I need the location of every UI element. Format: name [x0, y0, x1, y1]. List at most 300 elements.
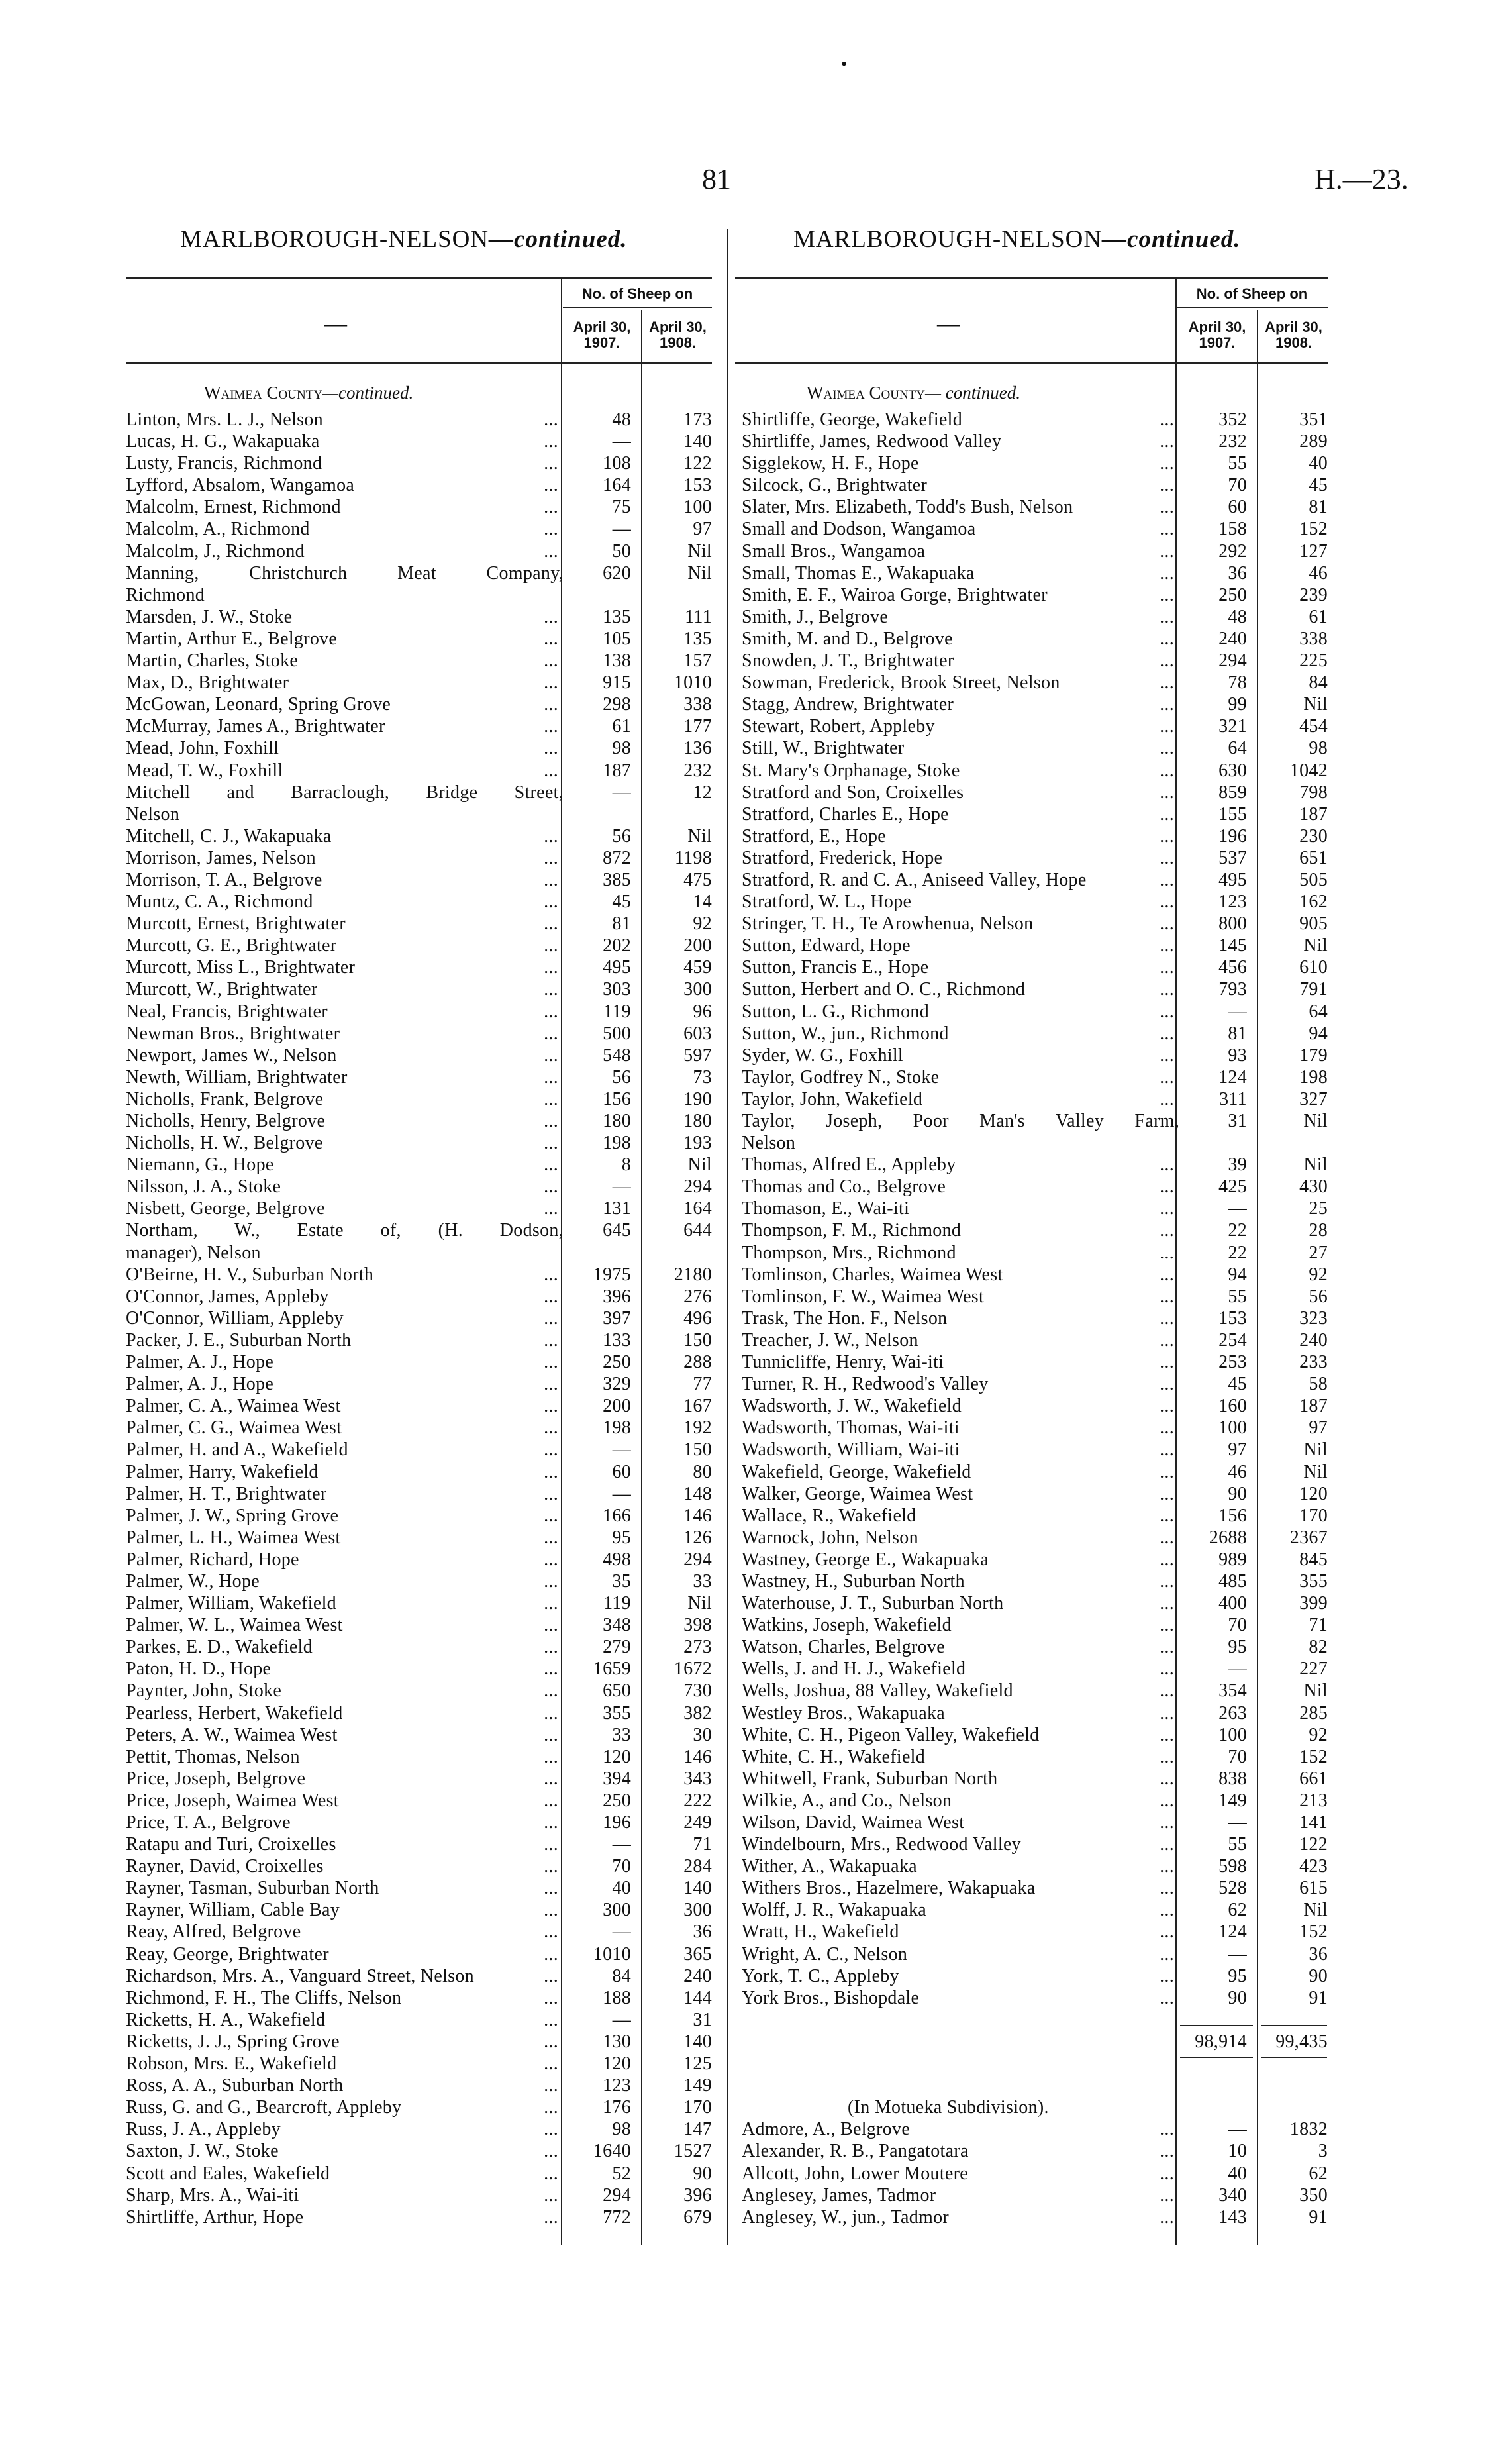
- sheep-count-1908: 71: [1309, 1615, 1328, 1636]
- table-row: [126, 2075, 715, 2096]
- sheep-count-1907: 164: [603, 475, 631, 496]
- leader-dots: [342, 1417, 564, 1439]
- entry-name: Lucas, H. G., Wakapuaka: [126, 431, 320, 452]
- sheep-count-1907: 153: [1218, 1308, 1247, 1329]
- leader-dots: [1021, 1833, 1179, 1855]
- leader-dots: [273, 1351, 564, 1373]
- sheep-count-1908: 92: [693, 913, 712, 935]
- entry-name: McGowan, Leonard, Spring Grove: [126, 694, 391, 715]
- leader-dots: [401, 1987, 564, 2009]
- sheep-count-1908: 505: [1299, 869, 1328, 890]
- table-row: [742, 956, 1331, 978]
- sheep-count-1907: 156: [1218, 1505, 1247, 1526]
- leader-dots: [299, 2184, 564, 2206]
- table-row: [742, 1329, 1331, 1351]
- leader-dots: [341, 1527, 564, 1549]
- entry-name: Nicholls, Henry, Belgrove: [126, 1111, 326, 1131]
- sheep-count-1908: 365: [683, 1943, 712, 1965]
- sheep-count-1907: 50: [612, 540, 631, 562]
- sheep-count-1908: 233: [1299, 1352, 1328, 1373]
- table-row: [742, 1680, 1331, 1702]
- sheep-count-1907: 62: [1228, 1900, 1247, 1921]
- table-row: [126, 1965, 715, 1987]
- leader-dots: [984, 1286, 1179, 1308]
- leader-dots: [939, 1066, 1179, 1088]
- table-row: [126, 913, 715, 935]
- entry-name: Smith, J., Belgrove: [742, 606, 889, 627]
- leader-dots: [401, 2096, 564, 2118]
- leader-dots: [1073, 496, 1179, 518]
- table-row: [126, 2009, 715, 2031]
- table-row: [126, 2031, 715, 2053]
- sheep-count-1908: 152: [1299, 1922, 1328, 1943]
- entry-name: Wratt, H., Wakefield: [742, 1922, 899, 1943]
- leader-dots: [960, 1439, 1179, 1461]
- table-row: [126, 452, 715, 474]
- sheep-count-1907: —: [612, 431, 631, 452]
- sheep-count-1908: Nil: [687, 1593, 712, 1614]
- table-row: [742, 737, 1331, 759]
- entry-name: Taylor, Joseph, Poor Man's Valley Farm,: [742, 1111, 1179, 1131]
- sheep-count-1907: 1640: [593, 2141, 631, 2162]
- leader-dots: [313, 891, 564, 913]
- table-row: [742, 782, 1331, 803]
- sheep-count-1908: 64: [1309, 1001, 1328, 1022]
- sheep-count-1907: —: [1228, 1198, 1247, 1219]
- entry-name: Sutton, Herbert and O. C., Richmond: [742, 979, 1026, 1000]
- sheep-count-1907: 915: [603, 672, 631, 693]
- entry-name: Small Bros., Wangamoa: [742, 540, 926, 562]
- sheep-count-1907: 253: [1218, 1352, 1247, 1373]
- sheep-count-1908: 423: [1299, 1856, 1328, 1877]
- leader-dots: [942, 847, 1179, 869]
- sheep-count-1908: 192: [683, 1417, 712, 1439]
- entry-name: Palmer, A. J., Hope: [126, 1352, 274, 1373]
- table-row: [742, 1219, 1331, 1241]
- sheep-count-1908: 644: [683, 1220, 712, 1241]
- leader-dots: [997, 1768, 1179, 1790]
- column-group-header: No. of Sheep on: [581, 285, 693, 302]
- section-heading: Waimea County—continued.: [204, 383, 414, 403]
- entry-name: Stratford and Son, Croixelles: [742, 782, 964, 803]
- sheep-count-1908: Nil: [1303, 935, 1328, 956]
- sheep-count-1907: 303: [603, 979, 631, 1000]
- table-row: [126, 1614, 715, 1636]
- sheep-count-1907: 10: [1228, 2141, 1247, 2162]
- sheep-count-1907: —: [612, 1176, 631, 1198]
- leader-dots: [332, 825, 564, 847]
- table-row: [742, 1505, 1331, 1527]
- entry-name: White, C. H., Pigeon Valley, Wakefield: [742, 1724, 1040, 1745]
- entry-name: Thomas, Alfred E., Appleby: [742, 1155, 956, 1176]
- sheep-count-1908: 273: [683, 1637, 712, 1658]
- leader-dots: [953, 628, 1179, 650]
- table-row: [126, 672, 715, 693]
- entry-name-continued: Nelson: [126, 803, 180, 825]
- leader-dots: [340, 1023, 564, 1045]
- sheep-count-1908: 1527: [673, 2141, 712, 2162]
- leader-dots: [1013, 1680, 1179, 1702]
- entry-name: Sutton, L. G., Richmond: [742, 1001, 930, 1022]
- entry-name: Malcolm, Ernest, Richmond: [126, 497, 341, 518]
- leader-dots: [910, 2118, 1179, 2140]
- sheep-count-1908: 167: [683, 1396, 712, 1417]
- entry-name: Palmer, C. G., Waimea West: [126, 1417, 342, 1439]
- subsection-title: (In Motueka Subdivision).: [848, 2097, 1049, 2118]
- sheep-count-1907: 352: [1218, 409, 1247, 430]
- sheep-count-1907: 872: [603, 847, 631, 868]
- entry-name: Palmer, A. J., Hope: [126, 1374, 274, 1395]
- entry-name: York Bros., Bishopdale: [742, 1987, 920, 2008]
- leader-dots: [952, 1614, 1179, 1636]
- table-row: [742, 1768, 1331, 1790]
- sheep-count-1907: 95: [612, 1527, 631, 1548]
- sheep-count-1907: 130: [603, 2031, 631, 2052]
- entry-name: St. Mary's Orphanage, Stoke: [742, 760, 960, 781]
- entry-name: O'Connor, James, Appleby: [126, 1286, 329, 1307]
- sheep-count-1908: 225: [1299, 650, 1328, 672]
- sheep-count-1908: 3: [1318, 2141, 1328, 2162]
- table-row: [742, 1549, 1331, 1570]
- sheep-count-1907: 311: [1219, 1088, 1247, 1109]
- sheep-count-1907: 292: [1218, 540, 1247, 562]
- table-row: [742, 1790, 1331, 1812]
- sheep-count-1907: 78: [1228, 672, 1247, 693]
- sheep-count-1908: 190: [683, 1088, 712, 1109]
- entry-name: Wilson, David, Waimea West: [742, 1812, 965, 1833]
- sheep-count-1908: Nil: [1303, 694, 1328, 715]
- sheep-count-1907: —: [612, 1439, 631, 1461]
- entry-name: Richardson, Mrs. A., Vanguard Street, Nelson: [126, 1965, 474, 1986]
- leader-dots: [947, 1308, 1179, 1329]
- entry-name: Thompson, Mrs., Richmond: [742, 1242, 956, 1263]
- table-row: [126, 1833, 715, 1855]
- entry-name: Taylor, John, Wakefield: [742, 1088, 923, 1109]
- table-row: [742, 1023, 1331, 1045]
- table-row: [742, 562, 1331, 584]
- column-header-1907: April 30, 1907.: [1188, 319, 1246, 351]
- entry-name: Murcott, Ernest, Brightwater: [126, 913, 346, 935]
- sheep-count-1908: 230: [1299, 825, 1328, 847]
- sheep-count-1908: 276: [683, 1286, 712, 1307]
- sheep-count-1907: 56: [612, 825, 631, 847]
- leader-dots: [319, 1461, 564, 1483]
- sheep-count-1907: 81: [612, 913, 631, 935]
- entry-name: Sutton, Edward, Hope: [742, 935, 911, 956]
- entry-name: Max, D., Brightwater: [126, 672, 289, 693]
- sheep-count-1907: 123: [603, 2075, 631, 2096]
- table-row: [126, 2053, 715, 2075]
- sheep-count-1907: 630: [1218, 760, 1247, 781]
- entry-name: Newth, William, Brightwater: [126, 1066, 348, 1088]
- leader-dots: [960, 760, 1179, 782]
- column-group-header: No. of Sheep on: [1196, 285, 1308, 302]
- entry-name: Peters, A. W., Waimea West: [126, 1724, 338, 1745]
- entry-name: Palmer, William, Wakefield: [126, 1593, 336, 1614]
- sheep-count-1907: —: [1228, 1943, 1247, 1965]
- entry-name: Nisbett, George, Belgrove: [126, 1198, 325, 1219]
- table-row: [742, 1987, 1331, 2009]
- entry-name: Wallace, R., Wakefield: [742, 1505, 916, 1526]
- entry-name: Stratford, Charles E., Hope: [742, 803, 949, 825]
- entry-name: Allcott, John, Lower Moutere: [742, 2163, 968, 2184]
- sheep-count-1908: 80: [693, 1461, 712, 1482]
- sheep-count-1908: 125: [683, 2053, 712, 2075]
- entry-name: Rayner, William, Cable Bay: [126, 1900, 340, 1921]
- table-row: [742, 2118, 1331, 2140]
- sheep-count-1908: 661: [1299, 1768, 1328, 1789]
- table-row: [742, 1614, 1331, 1636]
- entry-name: Palmer, W., Hope: [126, 1570, 260, 1592]
- sheep-count-1907: 124: [1218, 1922, 1247, 1943]
- sheep-count-1907: 254: [1218, 1329, 1247, 1351]
- description-column-header: —: [324, 311, 347, 336]
- sheep-count-1908: 396: [683, 2184, 712, 2206]
- leader-dots: [300, 1746, 564, 1768]
- sheep-count-1907: 772: [603, 2206, 631, 2228]
- sheep-count-1907: 90: [1228, 1483, 1247, 1504]
- sheep-count-1908: 98: [1309, 738, 1328, 759]
- leader-dots: [946, 1176, 1179, 1198]
- sheep-count-1908: 300: [683, 979, 712, 1000]
- sheep-count-1907: 1659: [593, 1659, 631, 1680]
- sheep-count-1908: 162: [1299, 892, 1328, 913]
- sheep-count-1907: 55: [1228, 1286, 1247, 1307]
- sheep-count-1908: Nil: [1303, 1461, 1328, 1482]
- table-row: [126, 1877, 715, 1899]
- leader-dots: [945, 1636, 1179, 1658]
- entry-name: Anglesey, James, Tadmor: [742, 2184, 936, 2206]
- sheep-count-1907: 495: [603, 957, 631, 978]
- heading-suffix: —continued.: [1102, 226, 1241, 253]
- table-row: [742, 1066, 1331, 1088]
- leader-dots: [962, 409, 1179, 431]
- table-row: [742, 1417, 1331, 1439]
- table-row: [126, 1943, 715, 1965]
- entry-name: Wakefield, George, Wakefield: [742, 1461, 971, 1482]
- table-row: [742, 518, 1331, 540]
- leader-dots: [279, 2140, 564, 2162]
- leader-dots: [909, 1198, 1179, 1219]
- sheep-count-1908: 398: [683, 1615, 712, 1636]
- sheep-count-1908: 2180: [673, 1264, 712, 1285]
- sheep-count-1908: 127: [1299, 540, 1328, 562]
- sheep-count-1908: 84: [1309, 672, 1328, 693]
- leader-dots: [969, 2140, 1179, 2162]
- leader-dots: [337, 1045, 564, 1066]
- table-row: [126, 474, 715, 496]
- entry-name: Wolff, J. R., Wakapuaka: [742, 1900, 926, 1921]
- entry-name: Pearless, Herbert, Wakefield: [126, 1702, 343, 1723]
- sheep-count-1908: 140: [683, 2031, 712, 2052]
- entry-name: Wadsworth, Thomas, Wai-iti: [742, 1417, 960, 1439]
- sheep-count-1907: 166: [603, 1505, 631, 1526]
- table-row: [126, 693, 715, 715]
- entry-name: Murcott, W., Brightwater: [126, 979, 318, 1000]
- entry-name: Newman Bros., Brightwater: [126, 1023, 340, 1044]
- sheep-count-1908: 94: [1309, 1023, 1328, 1044]
- sheep-count-1907: 200: [603, 1396, 631, 1417]
- table-row: [126, 782, 715, 803]
- section-heading: Waimea County— continued.: [807, 383, 1020, 403]
- sheep-count-1908: 144: [683, 1987, 712, 2008]
- heading-title: MARLBOROUGH-NELSON: [793, 226, 1103, 253]
- sheep-count-1908: 351: [1299, 409, 1328, 430]
- leader-dots: [935, 715, 1179, 737]
- entry-name: Sigglekow, H. F., Hope: [742, 453, 919, 474]
- table-row: [742, 1527, 1331, 1549]
- spacer: [742, 2075, 1331, 2096]
- table-row: [742, 693, 1331, 715]
- entry-name: Marsden, J. W., Stoke: [126, 606, 293, 627]
- table-row: [126, 606, 715, 628]
- leader-dots: [954, 693, 1179, 715]
- entry-name-continued: manager), Nelson: [126, 1242, 261, 1263]
- entry-name: McMurray, James A., Brightwater: [126, 716, 385, 737]
- leader-dots: [926, 1899, 1179, 1921]
- table-row: [126, 628, 715, 650]
- table-row: [742, 825, 1331, 847]
- leader-dots: [351, 1329, 564, 1351]
- table-row: [126, 1198, 715, 1219]
- leader-dots: [344, 2075, 564, 2096]
- entry-name: Ratapu and Turi, Croixelles: [126, 1834, 336, 1855]
- entry-name: Wastney, George E., Wakapuaka: [742, 1549, 989, 1570]
- table-row: [742, 1965, 1331, 1987]
- sheep-count-1907: —: [612, 519, 631, 540]
- table-row: [742, 1373, 1331, 1395]
- subsection-heading: [742, 2096, 1331, 2118]
- leader-dots: [310, 518, 564, 540]
- sheep-count-1907: 1010: [593, 1943, 631, 1965]
- leader-dots: [328, 1001, 564, 1023]
- column-header-1908: April 30, 1908.: [1265, 319, 1322, 351]
- table-row: [126, 737, 715, 759]
- sheep-count-1908: 81: [1309, 497, 1328, 518]
- entry-name: Price, Joseph, Belgrove: [126, 1768, 306, 1789]
- leader-dots: [298, 650, 564, 672]
- sheep-count-1908: 730: [683, 1680, 712, 1702]
- sheep-count-1907: 354: [1218, 1680, 1247, 1702]
- leader-dots: [344, 1308, 564, 1329]
- sheep-count-1908: 294: [683, 1549, 712, 1570]
- table-row: [126, 1461, 715, 1483]
- entry-name: Manning, Christchurch Meat Company,: [126, 562, 564, 584]
- sheep-count-1907: —: [1228, 1001, 1247, 1022]
- leader-dots: [273, 1373, 564, 1395]
- sheep-count-1907: 131: [603, 1198, 631, 1219]
- sheep-count-1908: 355: [1299, 1570, 1328, 1592]
- entry-name: Richmond, F. H., The Cliffs, Nelson: [126, 1987, 402, 2008]
- sheep-count-1907: 120: [603, 1746, 631, 1767]
- sheep-count-1907: —: [1228, 1659, 1247, 1680]
- sheep-count-1907: 46: [1228, 1461, 1247, 1482]
- sheep-count-1908: 33: [693, 1570, 712, 1592]
- column-header-1908: April 30, 1908.: [649, 319, 707, 351]
- sheep-count-1907: 279: [603, 1637, 631, 1658]
- table-row: [126, 1636, 715, 1658]
- left-rows: [126, 409, 715, 2228]
- sheep-count-1907: 95: [1228, 1637, 1247, 1658]
- entry-name: Wadsworth, William, Wai-iti: [742, 1439, 960, 1461]
- entry-name: Stratford, R. and C. A., Aniseed Valley, Hope: [742, 869, 1087, 890]
- sheep-count-1907: 160: [1218, 1396, 1247, 1417]
- leader-dots: [925, 540, 1179, 562]
- leader-dots: [904, 737, 1179, 759]
- sheep-count-1907: 598: [1218, 1856, 1247, 1877]
- table-row: [742, 847, 1331, 869]
- table-row: [126, 1899, 715, 1921]
- sheep-count-1908: 153: [683, 475, 712, 496]
- table-row: [126, 431, 715, 452]
- sheep-count-1908: 148: [683, 1483, 712, 1504]
- entry-name: Palmer, Richard, Hope: [126, 1549, 299, 1570]
- table-row: [126, 1570, 715, 1592]
- sheep-count-1908: 651: [1299, 847, 1328, 868]
- table-row: [126, 825, 715, 847]
- sheep-count-1908: 111: [685, 606, 712, 627]
- entry-name: Morrison, T. A., Belgrove: [126, 869, 322, 890]
- sheep-count-1908: 285: [1299, 1702, 1328, 1723]
- sheep-count-1908: 170: [683, 2097, 712, 2118]
- table-row: [126, 1395, 715, 1417]
- table-row: [126, 496, 715, 518]
- table-row: [742, 978, 1331, 1000]
- leader-dots: [379, 1877, 564, 1899]
- leader-dots: [337, 628, 564, 650]
- leader-dots: [916, 1505, 1179, 1527]
- sheep-count-1907: 645: [603, 1220, 631, 1241]
- entry-name: Ricketts, J. J., Spring Grove: [126, 2031, 340, 2052]
- entry-name: Small, Thomas E., Wakapuaka: [742, 562, 975, 584]
- table-row: [126, 1921, 715, 1943]
- table-row: [742, 1658, 1331, 1680]
- leader-dots: [1048, 584, 1179, 606]
- entry-name: Withers Bros., Hazelmere, Wakapuaka: [742, 1878, 1036, 1899]
- sheep-count-1907: 498: [603, 1549, 631, 1570]
- sheep-count-1907: 1975: [593, 1264, 631, 1285]
- table-row: [126, 1768, 715, 1790]
- sheep-count-1908: Nil: [1303, 1155, 1328, 1176]
- table-row: [742, 1088, 1331, 1110]
- leader-dots: [919, 1987, 1179, 2009]
- sheep-count-1908: 91: [1309, 1987, 1328, 2008]
- sheep-count-1908: 240: [1299, 1329, 1328, 1351]
- table-row: [742, 1812, 1331, 1833]
- sheep-count-1908: 454: [1299, 716, 1328, 737]
- leader-dots: [355, 956, 564, 978]
- leader-dots: [343, 1614, 564, 1636]
- entry-name: Tunnicliffe, Henry, Wai-iti: [742, 1352, 944, 1373]
- table-row: [742, 1001, 1331, 1023]
- sheep-count-1907: —: [1228, 1812, 1247, 1833]
- table-row: [126, 518, 715, 540]
- table-row: [126, 1088, 715, 1110]
- table-row: [742, 891, 1331, 913]
- leader-dots: [1003, 1264, 1179, 1286]
- entry-name: Palmer, W. L., Waimea West: [126, 1615, 343, 1636]
- leader-dots: [291, 1812, 564, 1833]
- sheep-count-1907: 485: [1218, 1570, 1247, 1592]
- sheep-count-1907: —: [612, 1834, 631, 1855]
- sheep-count-1908: 343: [683, 1768, 712, 1789]
- sheep-count-1907: 298: [603, 694, 631, 715]
- table-row: [742, 1242, 1331, 1264]
- sheep-count-1908: 798: [1299, 782, 1328, 803]
- leader-dots: [1003, 1592, 1179, 1614]
- table-row: [742, 1198, 1331, 1219]
- sheep-count-1908: 459: [683, 957, 712, 978]
